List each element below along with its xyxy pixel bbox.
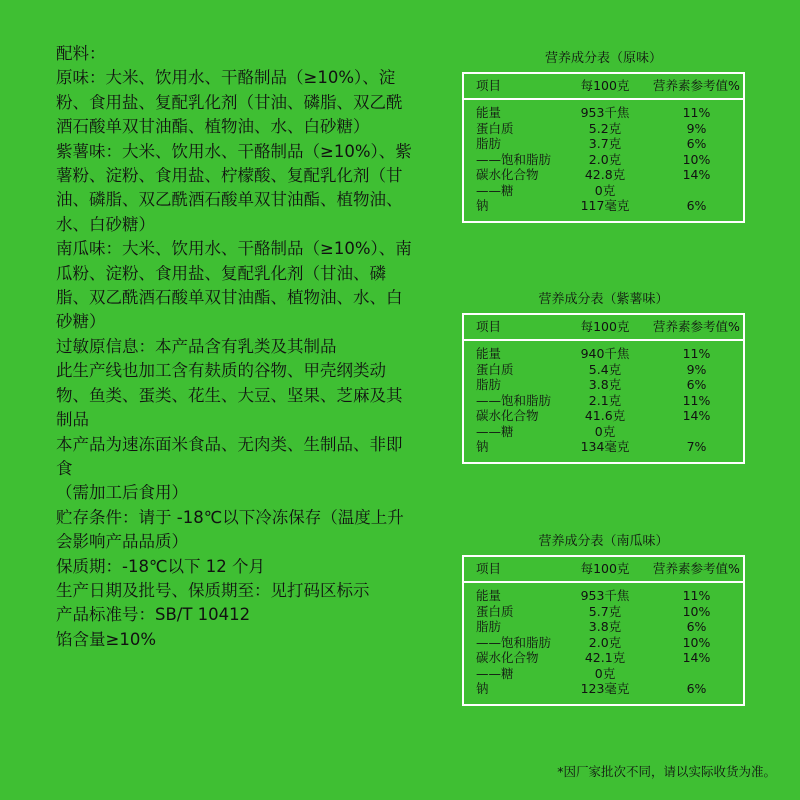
nutrition-title: 营养成分表（原味） (544, 51, 662, 66)
table-row (464, 439, 743, 455)
ingredients-original: 原味：大米、饮用水、干酪制品（≥10%）、淀粉、食用盐、复配乳化剂（甘油、磷脂、双乙酰酒石酸单双甘油酯、植物油、水、白砂糖） (56, 68, 403, 137)
nutrient-name: 能量 (476, 105, 502, 120)
nutrient-name: 碳水化合物 (476, 408, 539, 423)
nutrient-amount: 0克 (594, 423, 616, 439)
nutrient-name: 脂肪 (476, 619, 502, 634)
nutrient-amount: 5.2克 (588, 120, 622, 136)
nutrient-name: 钠 (476, 198, 489, 213)
product-standard: 产品标准号：SB/T 10412 (56, 605, 251, 625)
nutrient-nrv: 10% (682, 634, 711, 650)
nutrient-name: ——饱和脂肪 (476, 634, 552, 650)
table-row (464, 666, 743, 682)
nutrient-amount: 3.8克 (588, 619, 622, 634)
nutrient-nrv: 6% (686, 619, 707, 634)
nutrient-nrv: 9% (686, 120, 707, 136)
nutrient-nrv: 6% (686, 198, 707, 213)
nutrient-amount: 940千焦 (580, 346, 630, 361)
nutrient-amount: 953千焦 (580, 588, 630, 603)
nutrition-panel-purple-sweet-potato (462, 292, 745, 464)
table-row (464, 619, 743, 635)
nutrient-amount: 0克 (594, 665, 616, 681)
nutrient-name: 能量 (476, 346, 502, 361)
header-per-100g: 每100克 (580, 319, 630, 335)
table-row (464, 198, 743, 214)
cross-contact-info: 此生产线也加工含有麸质的谷物、甲壳纲类动物、鱼类、蛋类、花生、大豆、坚果、芝麻及其制品 (56, 361, 403, 430)
table-row (464, 152, 743, 168)
nutrient-nrv: 14% (682, 408, 711, 423)
filling-content: 馅含量≥10% (56, 629, 156, 649)
nutrient-amount: 2.0克 (588, 151, 622, 167)
header-item: 项目 (476, 561, 502, 577)
header-nrv: 营养素参考值% (653, 319, 740, 335)
nutrient-name: 蛋白质 (476, 120, 514, 136)
nutrient-nrv: 10% (682, 151, 711, 167)
product-type: 本产品为速冻面米食品、无肉类、生制品、非即食 (56, 434, 403, 478)
nutrient-name: 脂肪 (476, 377, 502, 392)
table-header-row (464, 74, 743, 100)
table-row (464, 377, 743, 393)
nutrient-name: 蛋白质 (476, 603, 514, 619)
nutrition-title: 营养成分表（南瓜味） (538, 534, 669, 549)
header-per-100g: 每100克 (580, 78, 630, 94)
nutrient-amount: 41.6克 (584, 408, 626, 423)
footnote: *因厂家批次不同，请以实际收货为准。 (557, 764, 776, 779)
nutrient-amount: 42.8克 (584, 167, 626, 182)
nutrient-amount: 0克 (594, 182, 616, 198)
table-row (464, 635, 743, 651)
nutrient-nrv: 6% (686, 136, 707, 151)
nutrient-amount: 42.1克 (584, 650, 626, 665)
nutrient-amount: 5.4克 (588, 361, 622, 377)
table-row (464, 183, 743, 199)
table-row (464, 362, 743, 378)
nutrient-amount: 3.8克 (588, 377, 622, 392)
nutrient-nrv: 9% (686, 361, 707, 377)
nutrition-panel-pumpkin (462, 534, 745, 706)
nutrient-amount: 134毫克 (580, 439, 630, 454)
table-row (464, 588, 743, 604)
nutrient-nrv: 11% (682, 392, 711, 408)
nutrient-amount: 5.7克 (588, 603, 622, 619)
nutrient-amount: 123毫克 (580, 681, 630, 696)
nutrient-amount: 2.0克 (588, 634, 622, 650)
nutrition-table (462, 72, 745, 223)
ingredients-purple-sweet-potato: 紫薯味：大米、饮用水、干酪制品（≥10%）、紫薯粉、淀粉、食用盐、柠檬酸、复配乳化剂（甘油、磷脂、双乙酰酒石酸单双甘油酯、植物油、水、白砂糖） (56, 141, 412, 234)
nutrient-nrv (650, 666, 743, 682)
header-item: 项目 (476, 319, 502, 335)
table-row (464, 424, 743, 440)
allergen-info: 过敏原信息：本产品含有乳类及其制品 (56, 336, 337, 356)
table-row (464, 346, 743, 362)
header-nrv: 营养素参考值% (653, 561, 740, 577)
nutrient-name: 碳水化合物 (476, 650, 539, 665)
nutrient-name: ——饱和脂肪 (476, 151, 552, 167)
table-row (464, 393, 743, 409)
table-row (464, 650, 743, 666)
nutrient-nrv: 10% (682, 603, 711, 619)
nutrient-name: 钠 (476, 439, 489, 454)
shelf-life: 保质期：-18℃以下 12 个月 (56, 556, 265, 576)
nutrient-name: 脂肪 (476, 136, 502, 151)
nutrient-nrv: 11% (682, 588, 711, 603)
nutrition-table (462, 555, 745, 706)
nutrient-name: ——糖 (476, 423, 514, 439)
ingredients-list (56, 42, 416, 652)
nutrient-nrv: 14% (682, 650, 711, 665)
table-row (464, 681, 743, 697)
nutrition-title: 营养成分表（紫薯味） (538, 292, 669, 307)
nutrient-nrv: 14% (682, 167, 711, 182)
table-row (464, 408, 743, 424)
ingredients-pumpkin: 南瓜味：大米、饮用水、干酪制品（≥10%）、南瓜粉、淀粉、食用盐、复配乳化剂（甘油、磷脂、双乙酰酒石酸单双甘油酯、植物油、水、白砂糖） (56, 239, 412, 332)
nutrient-nrv (650, 183, 743, 199)
nutrient-name: ——糖 (476, 182, 514, 198)
nutrient-nrv: 11% (682, 346, 711, 361)
header-nrv: 营养素参考值% (653, 78, 740, 94)
nutrient-name: 钠 (476, 681, 489, 696)
nutrient-nrv (650, 424, 743, 440)
nutrient-nrv: 6% (686, 681, 707, 696)
nutrition-panel-original (462, 51, 745, 223)
nutrient-name: ——饱和脂肪 (476, 392, 552, 408)
header-item: 项目 (476, 78, 502, 94)
table-row (464, 167, 743, 183)
cooking-note: （需加工后食用） (56, 483, 188, 503)
nutrition-table (462, 313, 745, 464)
table-header-row (464, 557, 743, 583)
nutrient-amount: 3.7克 (588, 136, 622, 151)
nutrient-name: 能量 (476, 588, 502, 603)
nutrient-amount: 953千焦 (580, 105, 630, 120)
table-row (464, 604, 743, 620)
table-row (464, 105, 743, 121)
header-per-100g: 每100克 (580, 561, 630, 577)
nutrient-nrv: 7% (686, 439, 707, 454)
nutrient-nrv: 6% (686, 377, 707, 392)
nutrient-name: 碳水化合物 (476, 167, 539, 182)
table-row (464, 121, 743, 137)
nutrient-name: 蛋白质 (476, 361, 514, 377)
ingredients-heading: 配料： (56, 44, 106, 63)
table-row (464, 136, 743, 152)
nutrient-nrv: 11% (682, 105, 711, 120)
nutrient-name: ——糖 (476, 665, 514, 681)
production-date-info: 生产日期及批号、保质期至：见打码区标示 (56, 580, 370, 600)
table-header-row (464, 315, 743, 341)
nutrient-amount: 117毫克 (580, 198, 630, 213)
storage-conditions: 贮存条件：请于 -18℃以下冷冻保存（温度上升会影响产品品质） (56, 507, 404, 552)
nutrient-amount: 2.1克 (588, 392, 622, 408)
